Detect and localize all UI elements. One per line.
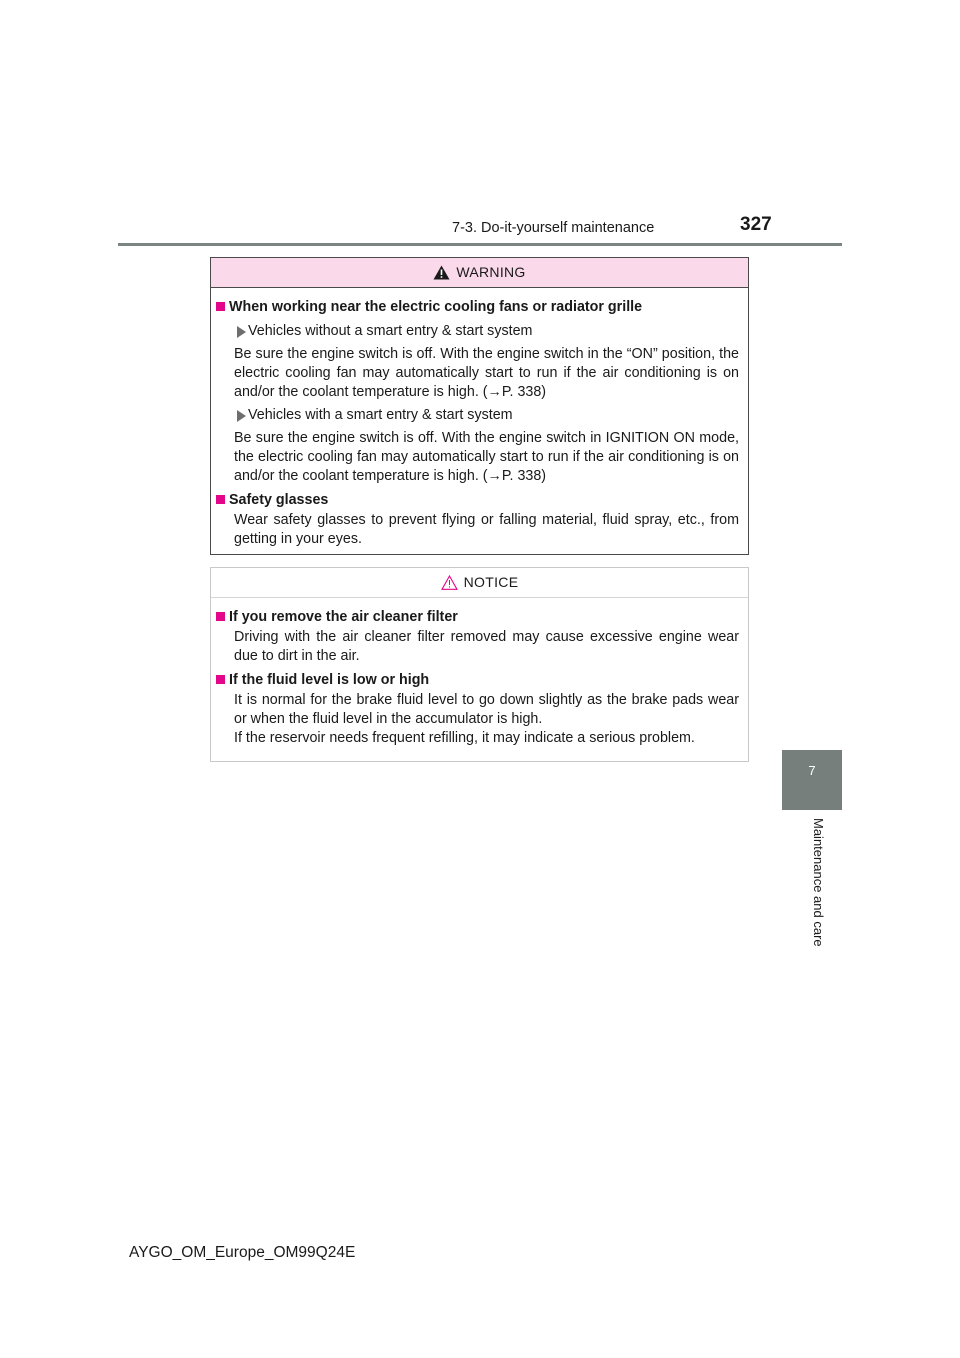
header-divider [118,243,842,246]
square-bullet-icon [216,495,225,504]
notice-box [210,567,749,762]
square-bullet-icon [216,612,225,621]
warning-heading: WARNING [456,264,526,280]
warning-item-title: Safety glasses [216,490,739,511]
chapter-number: 7 [808,763,816,778]
document-id: AYGO_OM_Europe_OM99Q24E [129,1244,356,1261]
square-bullet-icon [216,675,225,684]
warning-item-title: When working near the electric cooling fans or radiator grille [216,297,739,318]
triangle-bullet-icon [237,410,246,422]
chapter-tab [782,750,842,810]
warning-subitem-label: Vehicles without a smart entry & start system [234,321,739,342]
square-bullet-icon [216,302,225,311]
chapter-label: Maintenance and care [811,818,826,947]
notice-heading: NOTICE [463,574,519,590]
page-number: 327 [740,214,772,235]
notice-item-title: If you remove the air cleaner filter [216,607,739,628]
notice-paragraph: Driving with the air cleaner filter removed may cause excessive engine wear due to dirt in the air. [234,629,739,664]
warning-subitem-label: Vehicles with a smart entry & start system [234,405,739,426]
notice-paragraph: If the reservoir needs frequent refilling, it may indicate a serious problem. [234,730,695,746]
notice-paragraph: It is normal for the brake fluid level to go down slightly as the brake pads wear or when the fluid level in the accumulator is high. [234,692,739,727]
warning-paragraph: Be sure the engine switch is off. With the engine switch in IGNITION ON mode, the electric cooling fan may automatically start to run if the air conditioning is on and/or the coolant temperature is high. (→P. 338) [234,430,739,484]
notice-header [211,568,748,598]
warning-triangle-icon [433,265,450,280]
warning-box [210,257,749,555]
notice-item-title: If the fluid level is low or high [216,670,739,691]
warning-paragraph: Wear safety glasses to prevent flying or falling material, fluid spray, etc., from getting in your eyes. [234,512,739,547]
warning-header [211,258,748,288]
triangle-bullet-icon [237,326,246,338]
section-title: 7-3. Do-it-yourself maintenance [452,220,655,236]
caution-triangle-outline-icon [441,575,458,590]
warning-paragraph: Be sure the engine switch is off. With the engine switch in the “ON” position, the electric cooling fan may automatically start to run if the air conditioning is on and/or the coolant temperature is high. (→P. 338) [234,346,739,400]
